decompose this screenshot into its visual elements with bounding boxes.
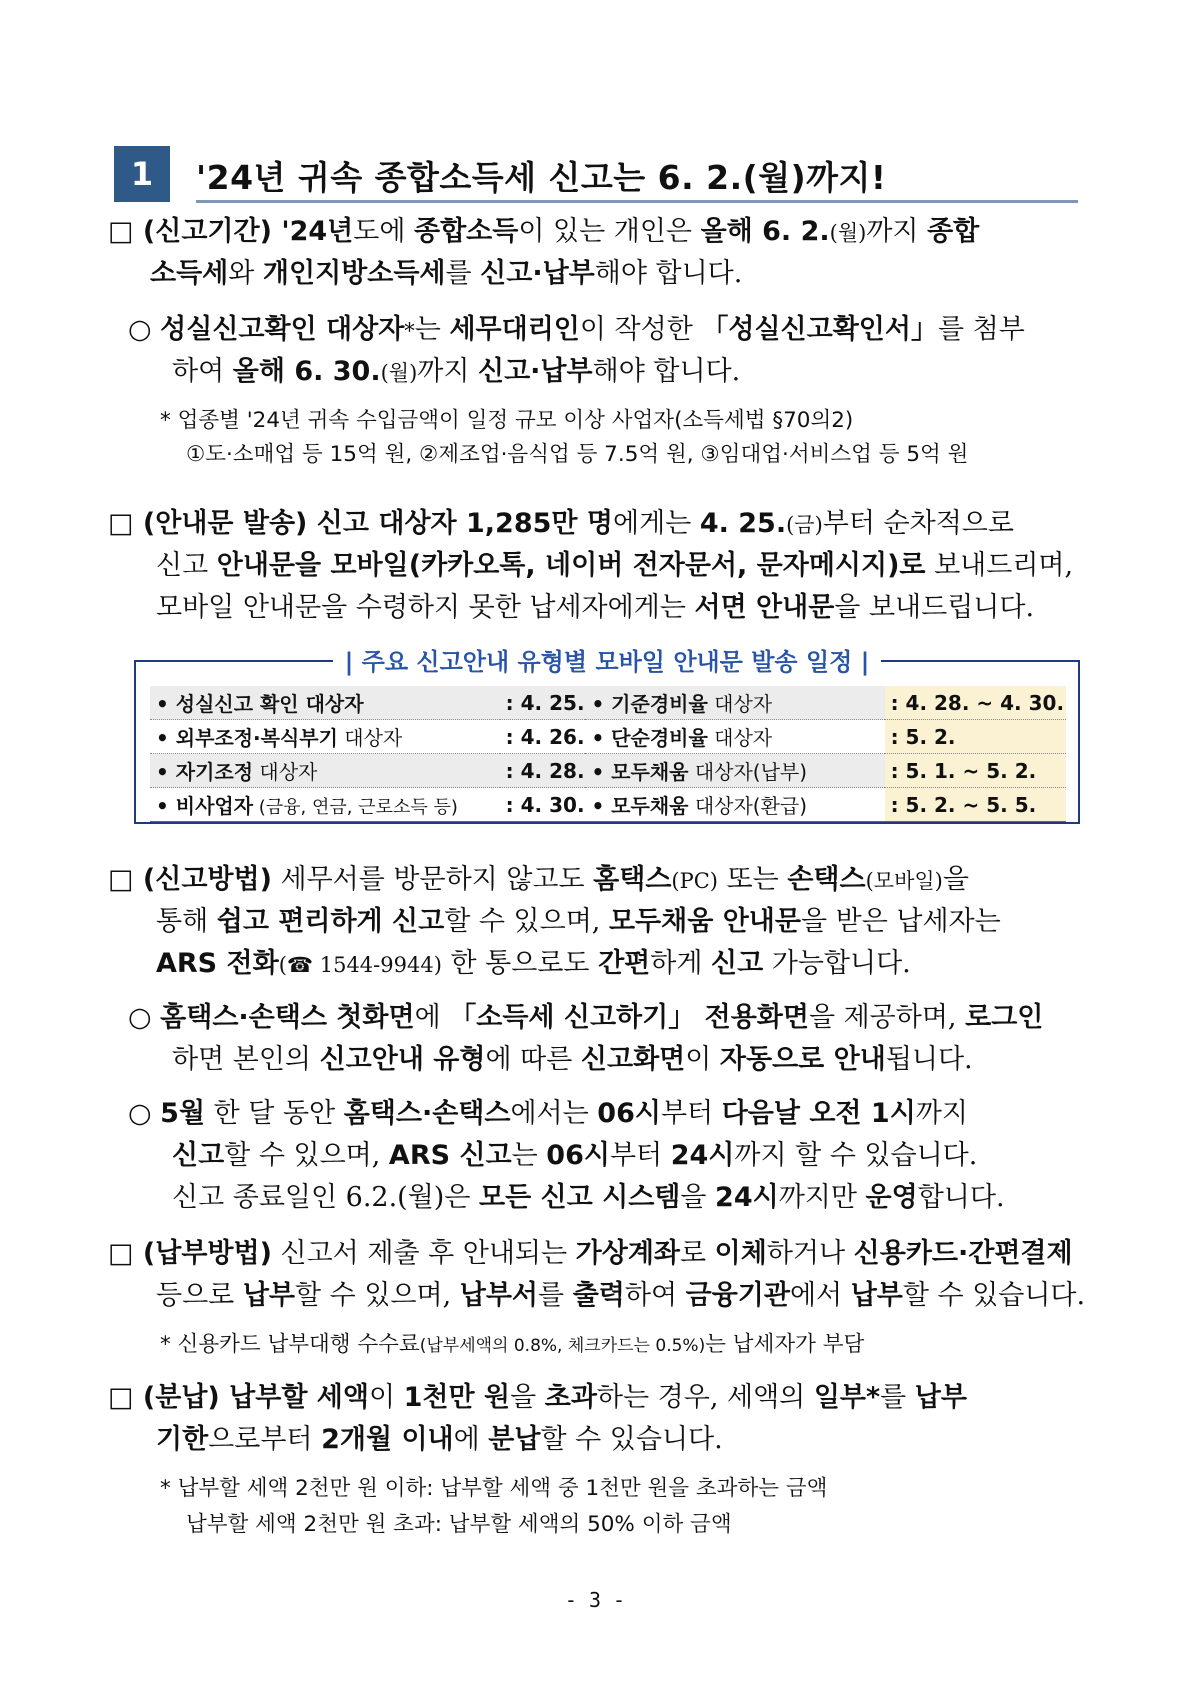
footnote-installment-1: * 납부할 세액 2천만 원 이하: 납부할 세액 중 1천만 원을 초과하는 금액 (160, 1476, 828, 1501)
method-line-2: 통해 쉽고 편리하게 신고할 수 있으며, 모두채움 안내문을 받은 납세자는 (156, 906, 1001, 937)
schedule-row: • 자기조정 대상자 : 4. 28. • 모두채움 대상자(납부) : 5. 1. ~ 5. 2. (150, 754, 1066, 788)
schedule-title: | 주요 신고안내 유형별 모바일 안내문 발송 일정 | (136, 642, 1078, 677)
schedule-row: • 비사업자 (금융, 연금, 근로소득 등) : 4. 30. • 모두채움 대상자(환급) : 5. 2. ~ 5. 5. (150, 788, 1066, 822)
page-number: - 3 - (564, 1588, 626, 1612)
method-line-1: □ (신고방법) 세무서를 방문하지 않고도 홈택스(PC) 또는 손택스(모바일)을 (108, 864, 969, 895)
hometax-line-2: 하면 본인의 신고안내 유형에 따른 신고화면이 자동으로 안내됩니다. (172, 1044, 973, 1075)
hometax-line-1: ○ 홈택스·손택스 첫화면에 「소득세 신고하기」 전용화면을 제공하며, 로그인 (128, 1002, 1044, 1033)
hours-line-3: 신고 종료일인 6.2.(월)은 모든 신고 시스템을 24시까지만 운영합니다. (172, 1182, 1005, 1213)
section-number: 1 (114, 146, 170, 202)
heading-underline (196, 200, 1078, 203)
footnote-threshold: * 업종별 '24년 귀속 수입금액이 일정 규모 이상 사업자(소득세법 §70의2) (160, 408, 854, 433)
section-heading (114, 146, 1078, 204)
schedule-row: • 성실신고 확인 대상자 : 4. 25. • 기준경비율 대상자 : 4. 28. ~ 4. 30. (150, 686, 1066, 720)
mobile-notice-schedule-box (134, 648, 1080, 824)
notice-line-3: 모바일 안내문을 수령하지 못한 납세자에게는 서면 안내문을 보내드립니다. (156, 592, 1035, 623)
payment-line-2: 등으로 납부할 수 있으며, 납부서를 출력하여 금융기관에서 납부할 수 있습니다. (156, 1280, 1086, 1311)
filing-period-line-1: □ (신고기간) '24년도에 종합소득이 있는 개인은 올해 6. 2.(월)까지 종합 (108, 216, 980, 247)
footnote-threshold-detail: ①도·소매업 등 15억 원, ②제조업·음식업 등 7.5억 원, ③임대업·서비스업 등 5억 원 (186, 442, 969, 467)
sincerity-line-2: 하여 올해 6. 30.(월)까지 신고·납부해야 합니다. (172, 356, 741, 387)
footnote-card-fee: * 신용카드 납부대행 수수료(납부세액의 0.8%, 체크카드는 0.5%)는 납세자가 부담 (160, 1332, 865, 1357)
schedule-row: • 외부조정·복식부기 대상자 : 4. 26. • 단순경비율 대상자 : 5. 2. (150, 720, 1066, 754)
notice-line-2: 신고 안내문을 모바일(카카오톡, 네이버 전자문서, 문자메시지)로 보내드리며, (156, 550, 1074, 581)
filing-period-line-2: 소득세와 개인지방소득세를 신고·납부해야 합니다. (150, 258, 743, 289)
hours-line-1: ○ 5월 한 달 동안 홈택스·손택스에서는 06시부터 다음날 오전 1시까지 (128, 1098, 968, 1129)
section-title: '24년 귀속 종합소득세 신고는 6. 2.(월)까지! (196, 158, 887, 197)
notice-line-1: □ (안내문 발송) 신고 대상자 1,285만 명에게는 4. 25.(금)부터 순차적으로 (108, 508, 1014, 539)
sincerity-line-1: ○ 성실신고확인 대상자*는 세무대리인이 작성한 「성실신고확인서」를 첨부 (128, 314, 1025, 345)
hours-line-2: 신고할 수 있으며, ARS 신고는 06시부터 24시까지 할 수 있습니다. (172, 1140, 978, 1171)
payment-line-1: □ (납부방법) 신고서 제출 후 안내되는 가상계좌로 이체하거나 신용카드·간편결제 (108, 1238, 1073, 1269)
installment-line-1: □ (분납) 납부할 세액이 1천만 원을 초과하는 경우, 세액의 일부*를 납부 (108, 1382, 967, 1413)
installment-line-2: 기한으로부터 2개월 이내에 분납할 수 있습니다. (156, 1424, 723, 1455)
footnote-installment-2: 납부할 세액 2천만 원 초과: 납부할 세액의 50% 이하 금액 (186, 1512, 732, 1537)
schedule-table (150, 686, 1066, 822)
method-line-3: ARS 전화(☎ 1544-9944) 한 통으로도 간편하게 신고 가능합니다. (156, 948, 911, 979)
